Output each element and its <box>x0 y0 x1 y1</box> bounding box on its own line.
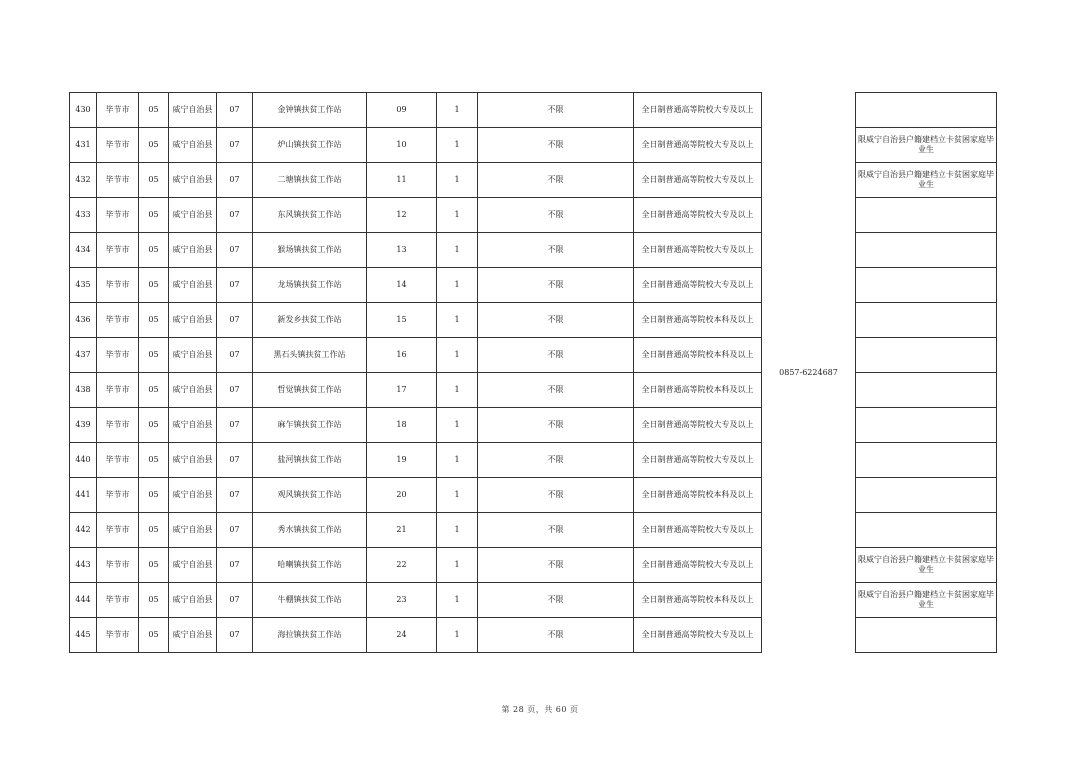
city-cell: 毕节市 <box>97 198 139 233</box>
major-cell: 不限 <box>478 198 634 233</box>
table-row <box>70 163 997 198</box>
count-cell: 1 <box>437 303 478 338</box>
city-code-cell: 05 <box>139 478 169 513</box>
qualification-cell: 全日制普通高等院校本科及以上 <box>634 478 762 513</box>
table-row <box>70 408 997 443</box>
table-row <box>70 303 997 338</box>
position-code-cell: 22 <box>367 548 437 583</box>
city-cell: 毕节市 <box>97 513 139 548</box>
note-cell <box>856 478 997 513</box>
qualification-cell: 全日制普通高等院校本科及以上 <box>634 583 762 618</box>
count-cell: 1 <box>437 198 478 233</box>
count-cell: 1 <box>437 373 478 408</box>
note-cell <box>856 443 997 478</box>
position-code-cell: 14 <box>367 268 437 303</box>
county-code-cell: 07 <box>217 268 253 303</box>
county-cell: 威宁自治县 <box>169 513 217 548</box>
table-row <box>70 373 997 408</box>
seq-cell: 433 <box>70 198 97 233</box>
seq-cell: 445 <box>70 618 97 653</box>
county-code-cell: 07 <box>217 338 253 373</box>
city-code-cell: 05 <box>139 583 169 618</box>
count-cell: 1 <box>437 338 478 373</box>
major-cell: 不限 <box>478 163 634 198</box>
major-cell: 不限 <box>478 338 634 373</box>
county-code-cell: 07 <box>217 163 253 198</box>
major-cell: 不限 <box>478 548 634 583</box>
table-row <box>70 93 997 128</box>
count-cell: 1 <box>437 163 478 198</box>
major-cell: 不限 <box>478 268 634 303</box>
seq-cell: 431 <box>70 128 97 163</box>
city-cell: 毕节市 <box>97 163 139 198</box>
qualification-cell: 全日制普通高等院校本科及以上 <box>634 303 762 338</box>
count-cell: 1 <box>437 268 478 303</box>
county-cell: 威宁自治县 <box>169 93 217 128</box>
county-code-cell: 07 <box>217 618 253 653</box>
note-cell <box>856 408 997 443</box>
unit-cell: 麻乍镇扶贫工作站 <box>253 408 367 443</box>
table-body <box>70 93 997 653</box>
county-cell: 威宁自治县 <box>169 478 217 513</box>
county-cell: 威宁自治县 <box>169 233 217 268</box>
unit-cell: 观风镇扶贫工作站 <box>253 478 367 513</box>
city-cell: 毕节市 <box>97 128 139 163</box>
unit-cell: 哈喇镇扶贫工作站 <box>253 548 367 583</box>
county-cell: 威宁自治县 <box>169 373 217 408</box>
major-cell: 不限 <box>478 93 634 128</box>
city-cell: 毕节市 <box>97 303 139 338</box>
count-cell: 1 <box>437 408 478 443</box>
seq-cell: 434 <box>70 233 97 268</box>
city-code-cell: 05 <box>139 408 169 443</box>
county-code-cell: 07 <box>217 233 253 268</box>
major-cell: 不限 <box>478 373 634 408</box>
city-cell: 毕节市 <box>97 268 139 303</box>
position-code-cell: 18 <box>367 408 437 443</box>
position-code-cell: 11 <box>367 163 437 198</box>
position-code-cell: 12 <box>367 198 437 233</box>
major-cell: 不限 <box>478 128 634 163</box>
city-cell: 毕节市 <box>97 583 139 618</box>
city-cell: 毕节市 <box>97 443 139 478</box>
county-code-cell: 07 <box>217 128 253 163</box>
table-row <box>70 268 997 303</box>
county-cell: 威宁自治县 <box>169 338 217 373</box>
qualification-cell: 全日制普通高等院校大专及以上 <box>634 128 762 163</box>
count-cell: 1 <box>437 93 478 128</box>
qualification-cell: 全日制普通高等院校大专及以上 <box>634 268 762 303</box>
county-cell: 威宁自治县 <box>169 163 217 198</box>
county-code-cell: 07 <box>217 408 253 443</box>
note-cell: 限威宁自治县户籍建档立卡贫困家庭毕业生 <box>856 548 997 583</box>
note-cell <box>856 618 997 653</box>
count-cell: 1 <box>437 548 478 583</box>
count-cell: 1 <box>437 618 478 653</box>
recruitment-table <box>69 92 997 653</box>
city-code-cell: 05 <box>139 338 169 373</box>
qualification-cell: 全日制普通高等院校大专及以上 <box>634 163 762 198</box>
qualification-cell: 全日制普通高等院校大专及以上 <box>634 93 762 128</box>
city-code-cell: 05 <box>139 128 169 163</box>
seq-cell: 440 <box>70 443 97 478</box>
count-cell: 1 <box>437 128 478 163</box>
qualification-cell: 全日制普通高等院校本科及以上 <box>634 373 762 408</box>
position-code-cell: 21 <box>367 513 437 548</box>
table-row <box>70 198 997 233</box>
city-code-cell: 05 <box>139 198 169 233</box>
county-code-cell: 07 <box>217 583 253 618</box>
seq-cell: 437 <box>70 338 97 373</box>
position-code-cell: 09 <box>367 93 437 128</box>
unit-cell: 牛棚镇扶贫工作站 <box>253 583 367 618</box>
county-cell: 威宁自治县 <box>169 303 217 338</box>
city-code-cell: 05 <box>139 618 169 653</box>
city-cell: 毕节市 <box>97 93 139 128</box>
city-code-cell: 05 <box>139 548 169 583</box>
county-code-cell: 07 <box>217 513 253 548</box>
note-cell: 限威宁自治县户籍建档立卡贫困家庭毕业生 <box>856 163 997 198</box>
note-cell <box>856 513 997 548</box>
county-code-cell: 07 <box>217 478 253 513</box>
county-code-cell: 07 <box>217 198 253 233</box>
major-cell: 不限 <box>478 478 634 513</box>
unit-cell: 海拉镇扶贫工作站 <box>253 618 367 653</box>
unit-cell: 炉山镇扶贫工作站 <box>253 128 367 163</box>
county-code-cell: 07 <box>217 443 253 478</box>
city-code-cell: 05 <box>139 233 169 268</box>
county-code-cell: 07 <box>217 373 253 408</box>
county-cell: 威宁自治县 <box>169 443 217 478</box>
unit-cell: 龙场镇扶贫工作站 <box>253 268 367 303</box>
city-cell: 毕节市 <box>97 233 139 268</box>
seq-cell: 442 <box>70 513 97 548</box>
city-cell: 毕节市 <box>97 373 139 408</box>
page-footer: 第 28 页，共 60 页 <box>501 705 579 714</box>
unit-cell: 哲觉镇扶贫工作站 <box>253 373 367 408</box>
count-cell: 1 <box>437 478 478 513</box>
major-cell: 不限 <box>478 583 634 618</box>
unit-cell: 猴场镇扶贫工作站 <box>253 233 367 268</box>
county-cell: 威宁自治县 <box>169 408 217 443</box>
table-row <box>70 513 997 548</box>
city-code-cell: 05 <box>139 163 169 198</box>
seq-cell: 444 <box>70 583 97 618</box>
city-cell: 毕节市 <box>97 408 139 443</box>
count-cell: 1 <box>437 513 478 548</box>
city-code-cell: 05 <box>139 303 169 338</box>
city-code-cell: 05 <box>139 373 169 408</box>
qualification-cell: 全日制普通高等院校大专及以上 <box>634 548 762 583</box>
note-cell <box>856 268 997 303</box>
position-code-cell: 20 <box>367 478 437 513</box>
position-code-cell: 13 <box>367 233 437 268</box>
table-row <box>70 548 997 583</box>
county-cell: 威宁自治县 <box>169 583 217 618</box>
note-cell <box>856 338 997 373</box>
major-cell: 不限 <box>478 513 634 548</box>
qualification-cell: 全日制普通高等院校本科及以上 <box>634 338 762 373</box>
note-cell <box>856 303 997 338</box>
seq-cell: 435 <box>70 268 97 303</box>
unit-cell: 东风镇扶贫工作站 <box>253 198 367 233</box>
count-cell: 1 <box>437 443 478 478</box>
county-code-cell: 07 <box>217 93 253 128</box>
city-code-cell: 05 <box>139 93 169 128</box>
qualification-cell: 全日制普通高等院校大专及以上 <box>634 618 762 653</box>
table-row <box>70 443 997 478</box>
position-code-cell: 24 <box>367 618 437 653</box>
table-row <box>70 618 997 653</box>
county-cell: 威宁自治县 <box>169 268 217 303</box>
major-cell: 不限 <box>478 303 634 338</box>
qualification-cell: 全日制普通高等院校大专及以上 <box>634 408 762 443</box>
note-cell: 限威宁自治县户籍建档立卡贫困家庭毕业生 <box>856 583 997 618</box>
qualification-cell: 全日制普通高等院校大专及以上 <box>634 233 762 268</box>
note-cell: 限威宁自治县户籍建档立卡贫困家庭毕业生 <box>856 128 997 163</box>
position-code-cell: 15 <box>367 303 437 338</box>
position-code-cell: 16 <box>367 338 437 373</box>
major-cell: 不限 <box>478 618 634 653</box>
position-code-cell: 10 <box>367 128 437 163</box>
county-cell: 威宁自治县 <box>169 618 217 653</box>
qualification-cell: 全日制普通高等院校大专及以上 <box>634 513 762 548</box>
position-code-cell: 23 <box>367 583 437 618</box>
unit-cell: 金钟镇扶贫工作站 <box>253 93 367 128</box>
city-code-cell: 05 <box>139 443 169 478</box>
seq-cell: 439 <box>70 408 97 443</box>
city-code-cell: 05 <box>139 268 169 303</box>
city-cell: 毕节市 <box>97 478 139 513</box>
seq-cell: 443 <box>70 548 97 583</box>
qualification-cell: 全日制普通高等院校大专及以上 <box>634 198 762 233</box>
seq-cell: 438 <box>70 373 97 408</box>
city-cell: 毕节市 <box>97 618 139 653</box>
unit-cell: 盐河镇扶贫工作站 <box>253 443 367 478</box>
note-cell <box>856 373 997 408</box>
unit-cell: 黑石头镇扶贫工作站 <box>253 338 367 373</box>
note-cell <box>856 198 997 233</box>
seq-cell: 432 <box>70 163 97 198</box>
county-cell: 威宁自治县 <box>169 548 217 583</box>
table-row <box>70 233 997 268</box>
table-row <box>70 338 997 373</box>
major-cell: 不限 <box>478 233 634 268</box>
county-cell: 威宁自治县 <box>169 128 217 163</box>
phone-cell: 0857-6224687 <box>779 367 838 377</box>
count-cell: 1 <box>437 583 478 618</box>
county-code-cell: 07 <box>217 548 253 583</box>
county-cell: 威宁自治县 <box>169 198 217 233</box>
count-cell: 1 <box>437 233 478 268</box>
major-cell: 不限 <box>478 443 634 478</box>
note-cell <box>856 233 997 268</box>
position-code-cell: 19 <box>367 443 437 478</box>
table-row <box>70 128 997 163</box>
seq-cell: 441 <box>70 478 97 513</box>
city-cell: 毕节市 <box>97 548 139 583</box>
seq-cell: 430 <box>70 93 97 128</box>
table-row <box>70 583 997 618</box>
city-cell: 毕节市 <box>97 338 139 373</box>
position-code-cell: 17 <box>367 373 437 408</box>
note-cell <box>856 93 997 128</box>
unit-cell: 新发乡扶贫工作站 <box>253 303 367 338</box>
unit-cell: 二塘镇扶贫工作站 <box>253 163 367 198</box>
major-cell: 不限 <box>478 408 634 443</box>
qualification-cell: 全日制普通高等院校大专及以上 <box>634 443 762 478</box>
unit-cell: 秀水镇扶贫工作站 <box>253 513 367 548</box>
city-code-cell: 05 <box>139 513 169 548</box>
county-code-cell: 07 <box>217 303 253 338</box>
seq-cell: 436 <box>70 303 97 338</box>
table-row <box>70 478 997 513</box>
